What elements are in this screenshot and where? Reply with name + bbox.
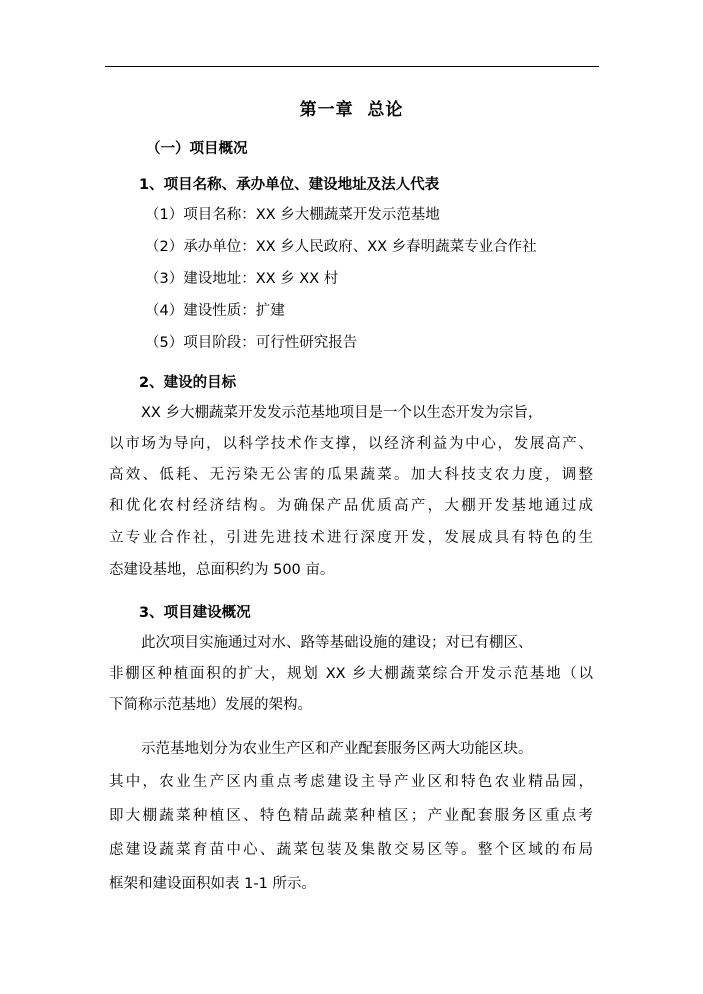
zoning-paragraph-line: 虑建设蔬菜育苗中心、蔬菜包装及集散交易区等。整个区域的布局 [109,842,593,858]
goal-paragraph-line: 以市场为导向，以科学技术作支撑，以经济利益为中心，发展高产、 [109,436,593,452]
zoning-paragraph-line: 其中，农业生产区内重点考虑建设主导产业区和特色农业精品园， [109,774,593,790]
subsection-heading-overview: 3、项目建设概况 [139,605,251,621]
zoning-paragraph-line: 示范基地划分为农业生产区和产业配套服务区两大功能区块。 [141,741,533,757]
project-item-sponsor: （2）承办单位：XX 乡人民政府、XX 乡春明蔬菜专业合作社 [145,239,537,255]
project-item-nature: （4）建设性质：扩建 [145,303,285,319]
zoning-paragraph-line: 即大棚蔬菜种植区、特色精品蔬菜种植区；产业配套服务区重点考 [109,808,593,824]
subsection-heading-goals: 2、建设的目标 [139,375,237,391]
goal-paragraph-line: XX 乡大棚蔬菜开发发示范基地项目是一个以生态开发为宗旨， [141,405,543,421]
subsection-heading-project-info: 1、项目名称、承办单位、建设地址及法人代表 [139,177,440,193]
project-item-location: （3）建设地址：XX 乡 XX 村 [145,271,339,287]
project-item-name: （1）项目名称：XX 乡大棚蔬菜开发示范基地 [145,207,440,223]
zoning-paragraph-line: 框架和建设面积如表 1-1 所示。 [109,876,316,892]
goal-paragraph-line: 和优化农村经济结构。为确保产品优质高产，大棚开发基地通过成 [109,498,593,514]
chapter-title: 第一章 总论 [299,100,404,120]
overview-paragraph-line: 下简称示范基地）发展的架构。 [109,697,312,713]
goal-paragraph-line: 高效、低耗、无污染无公害的瓜果蔬菜。加大科技支农力度，调整 [109,467,593,483]
project-item-stage: （5）项目阶段：可行性研究报告 [145,335,358,351]
section-heading-project-overview: （一）项目概况 [146,141,248,157]
overview-paragraph-line: 此次项目实施通过对水、路等基础设施的建设；对已有棚区、 [141,635,533,651]
header-rule [105,66,599,67]
goal-paragraph-line: 立专业合作社，引进先进技术进行深度开发，发展成具有特色的生 [109,530,593,546]
overview-paragraph-line: 非棚区种植面积的扩大，规划 XX 乡大棚蔬菜综合开发示范基地（以 [109,666,593,682]
goal-paragraph-line: 态建设基地，总面积约为 500 亩。 [109,562,335,578]
